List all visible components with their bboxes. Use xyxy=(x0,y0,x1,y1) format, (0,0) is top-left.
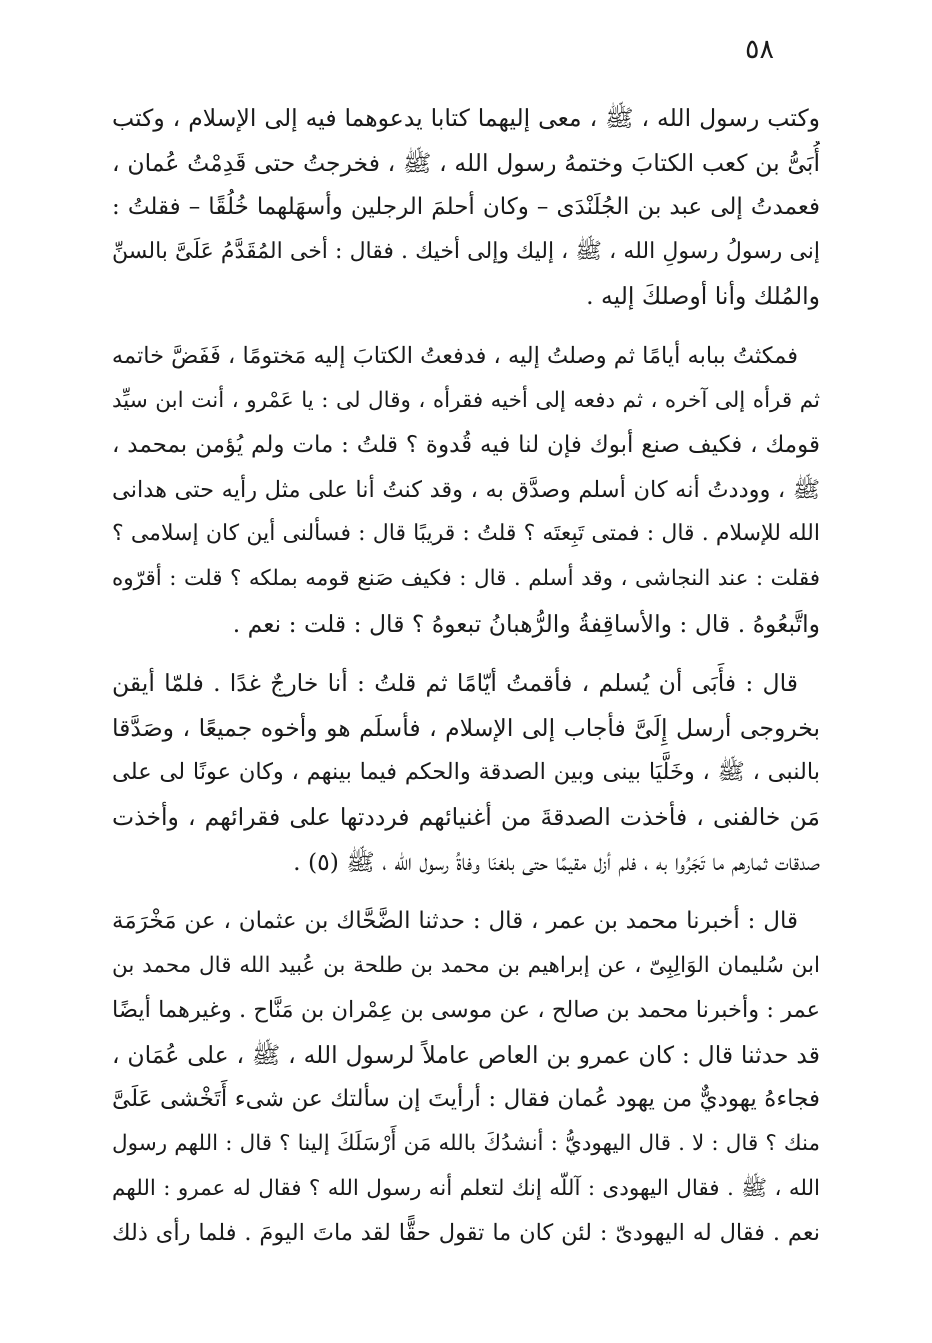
text-line: وكتب رسول الله ، ﷺ ، معى إليهما كتابا يدعوهما فيه إلى الإسلام ، وكتب xyxy=(112,104,820,132)
text-line: مَن خالفنى ، فأخذت الصدقةَ من أغنيائهم فرددتها على فقرائهم ، وأخذت xyxy=(112,802,820,831)
text-line: بالنبى ، ﷺ ، وخَلَّيَا بينى وبين الصدقة والحكم فيما بينهم ، وكان عونًا لى على xyxy=(112,759,820,786)
text-line: قال : أخبرنا محمد بن عمر ، قال : حدثنا الضَّحَّاك بن عثمان ، عن مَخْرَمَة xyxy=(112,908,798,935)
text-line: عمر : وأخبرنا محمد بن صالح ، عن موسى بن عِمْران بن مَنَّاح . وغيرهما أيضًا xyxy=(112,997,820,1024)
text-line: قد حدثنا قال : كان عمرو بن العاص عاملاً لرسول الله ، ﷺ ، على عُمَان ، xyxy=(112,1040,820,1069)
text-line: بخروجى أرسل إِلَىَّ فأجاب إلى الإسلام ، فأسلَم هو وأخوه جميعًا ، وصَدَّقا xyxy=(112,713,820,742)
text-line: فقلت : عند النجاشى ، وقد أسلم . قال : فكيف صَنع قومه بملكه ؟ قلت : أقرّوه xyxy=(112,565,820,591)
text-line: ابن سُليمان الوَالِبِىّ ، عن إبراهيم بن محمد بن طلحة بن عُبيد الله قال محمد بن xyxy=(112,952,820,978)
text-line: فجاءهُ يهوديٌّ من يهود عُمان فقال : أرأيتَ إن سألتك عن شىء أَتَخْشى عَلَىَّ xyxy=(112,1086,820,1113)
body-text xyxy=(112,96,820,1256)
text-line: قومك ، فكيف صنع أبوك فإن لنا فيه قُدوة ؟ قلتُ : مات ولم يُؤمن بمحمد ، xyxy=(112,432,820,459)
text-line: فمكثتُ ببابه أيامًا ثم وصلتُ إليه ، فدفعتُ الكتابَ إليه مَختومًا ، فَفَضَّ خاتمه xyxy=(112,342,798,369)
text-line: صدقات ثمارهم ما تَجَرُوا به ، فلم أزل مقيمًا حتى بلغنَا وفاةُ رسول الله ، ﷺ (٥) . xyxy=(293,847,820,876)
paragraph-2 xyxy=(112,334,820,646)
paragraph-gap xyxy=(112,646,820,661)
text-line: أُبَىُّ بن كعب الكتابَ وختمهُ رسول الله ، ﷺ ، فخرجتُ حتى قَدِمْتُ عُمان ، xyxy=(112,148,820,177)
text-line: ﷺ ، ووددتُ أنه كان أسلم وصدَّق به ، وقد كنتُ أنا على مثل رأيه حتى هدانى xyxy=(112,476,820,503)
text-line: ثم قرأه إلى آخره ، ثم دفعه إلى أخيه فقرأه ، وقال لى : يا عَمْرو ، أنت ابن سيِّد xyxy=(112,387,820,413)
text-line: نعم . فقال له اليهودىّ : لئن كان ما تقول حقًّا لقد ماتَ اليومَ . فلما رأى ذلك xyxy=(112,1220,820,1247)
text-line: والمُلك وأنا أوصلكَ إليه . xyxy=(586,282,820,311)
paragraph-4 xyxy=(112,899,820,1256)
text-line: فعمدتُ إلى عبد بن الجُلَنْدَى – وكان أحلمَ الرجلين وأسهَلهما خُلُقًا – فقلتُ : xyxy=(112,194,820,221)
paragraph-gap xyxy=(112,319,820,334)
paragraph-1 xyxy=(112,96,820,319)
text-line: الله ، ﷺ . فقال اليهودى : آللّه إنك لتعلم أنه رسول الله ؟ فقال له عمرو : اللهم xyxy=(112,1175,820,1201)
text-line: الله للإسلام . قال : فمتى تَبِعتَه ؟ قلتُ : قريبًا قال : فسألنى أين كان إسلامى ؟ xyxy=(112,521,820,547)
text-line: منك ؟ قال : لا . قال اليهوديُّ : أنشدُكَ بالله مَن أَرْسَلَكَ إلينا ؟ قال : اللهم رسول xyxy=(112,1131,820,1157)
text-line: إنى رسولُ رسولِ الله ، ﷺ ، إليك وإلى أخيك . فقال : أخى المُقَدَّمُ عَلَىَّ بالسنِّ xyxy=(112,238,820,264)
page-number: ٥٨ xyxy=(744,34,774,65)
text-line: قال : فأَبَى أن يُسلم ، فأقمتُ أيّامًا ثم قلتُ : أنا خارجٌ غدًا . فلمّا أيقن xyxy=(112,669,798,698)
text-line: واتَّبعُوهُ . قال : والأساقِفةُ والرُّهبانُ تبعوهُ ؟ قال : قلت : نعم . xyxy=(232,609,820,638)
paragraph-3 xyxy=(112,661,820,884)
paragraph-gap xyxy=(112,884,820,899)
